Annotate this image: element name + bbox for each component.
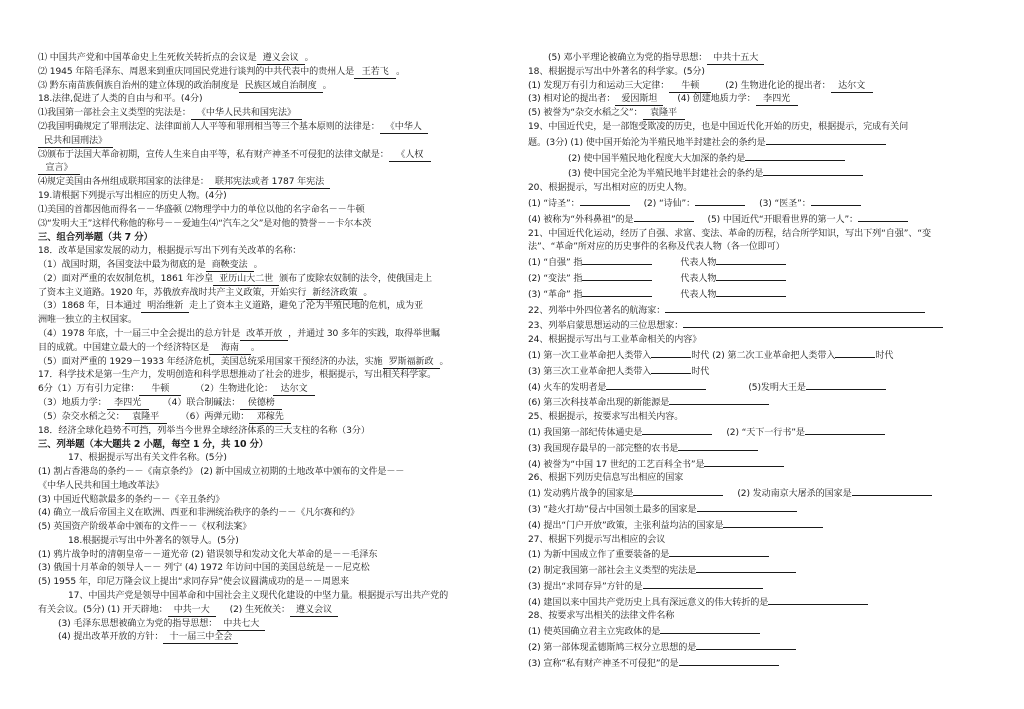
question-heading: 18、根据提示写出中外著名的科学家。(5分) <box>528 66 705 77</box>
right-line-4 <box>528 93 998 107</box>
answer: 袁隆平 <box>643 108 685 120</box>
text: （4）1978 年底，十一届三中全会提出的总方针是 <box>38 328 241 339</box>
question-heading: 17、根据提示写出有关文件名称。(5分) <box>68 453 227 464</box>
text: (2) “天下一行书”是 <box>726 427 805 438</box>
left-line-26 <box>38 397 510 411</box>
left-line-42 <box>38 618 510 632</box>
answer-blank[interactable] <box>582 271 652 281</box>
answer: 达尔文 <box>273 384 315 396</box>
text: ⑴ 中国共产党和中国革命史上生死攸关转折点的会议是 <box>38 53 257 63</box>
text: 。 <box>439 356 449 367</box>
text: (5) 中国近代“开眼看世界的第一人”： <box>707 214 859 225</box>
text: (1) “诗圣”： <box>528 198 580 209</box>
answer: 中共十五大 <box>707 53 764 65</box>
answer-blank[interactable] <box>745 151 845 161</box>
text: (3) 使中国完全沦为半殖民地半封建社会的条约是 <box>568 169 764 180</box>
left-line-10 <box>38 176 510 190</box>
text: (2) “诗仙”： <box>643 198 696 209</box>
answer-blank[interactable] <box>723 518 823 528</box>
right-line-1 <box>528 52 998 66</box>
text: 23、列举启蒙思想运动的三位思想家： <box>528 321 684 332</box>
text: 22、列举中外四位著名的航海家： <box>528 305 666 316</box>
question-heading: 18.法律,促进了人类的自由与和平。(4分) <box>38 94 203 105</box>
question-heading: 19、中国近代史，是一部饱受欺凌的历史，也是中国近代化开始的历史，根据提示，完成有关问 <box>528 121 909 132</box>
left-line-13: ⑶“发明大王”这样代称他的称号－－爱迪生⑷“汽车之父”是对他的赞誉－－卡尔本茨 <box>38 218 372 229</box>
answer-blank[interactable] <box>669 395 769 405</box>
text: (1) 我国第一部纪传体通史是 <box>528 427 643 438</box>
answer: 中共七大 <box>217 619 265 631</box>
text: (2) 生物进化论的提出者： <box>725 80 831 91</box>
text: (5) 邓小平理论被确立为党的指导思想： <box>548 53 708 63</box>
question-heading: 17、中国共产党是领导中国革命和中国社会主义现代化建设的中坚力量。根据提示写出共产党的 <box>68 591 449 602</box>
text: (1) 发现万有引力和运动三大定律： <box>528 80 670 91</box>
answer: 爱因斯坦 <box>615 94 663 106</box>
text: （3）地质力学： <box>38 397 107 408</box>
text: (4) 提出改革开放的方针： <box>58 632 164 643</box>
text: (1) “自强” 指 <box>528 258 583 269</box>
left-line-12: ⑴美国的首都因他而得名－－华盛顿 ⑵物理学中力的单位以他的名字命名－－牛顿 <box>38 204 365 215</box>
text: ⑴我国第一部社会主义类型的宪法是： <box>38 108 191 119</box>
text: ，并通过 30 多年的实践，取得举世瞩 <box>288 328 440 339</box>
text: (5)发明大王是 <box>748 382 806 393</box>
answer: 罗斯福新政 <box>383 357 440 369</box>
left-line-6 <box>38 121 510 135</box>
right-line-16 <box>528 271 998 287</box>
answer-blank[interactable] <box>665 303 925 313</box>
answer-blank[interactable] <box>606 380 706 390</box>
answer: 侯德榜 <box>240 398 282 410</box>
text: 颁布了废除农奴制的法令，使俄国走上 <box>279 273 432 284</box>
answer-blank[interactable] <box>716 287 786 297</box>
left-line-1 <box>38 52 510 66</box>
text: (4) 建国以来中国共产党历史上具有深远意义的伟大转折的是 <box>528 597 769 608</box>
right-line-37 <box>528 595 998 611</box>
left-line-16 <box>38 259 510 273</box>
answer-blank[interactable] <box>643 579 763 589</box>
answer-blank[interactable] <box>582 255 652 265</box>
answer: 《中华人民共和国宪法》 <box>191 108 302 120</box>
left-line-18 <box>38 287 510 301</box>
left-line-21 <box>38 328 510 342</box>
answer: 邓稼先 <box>249 412 291 424</box>
right-line-39 <box>528 624 998 640</box>
text: 6分（1）万有引力定律： <box>38 384 140 395</box>
question-heading: 20、根据提示，写出相对应的历史人物。 <box>528 183 693 194</box>
question-heading <box>528 303 998 319</box>
text: (4) 创建地质力学： <box>677 94 756 105</box>
text: (2) 发动南京大屠杀的国家是 <box>737 489 852 500</box>
answer-blank[interactable] <box>763 166 863 176</box>
text: (1) 第一次工业革命把人类带入 <box>528 350 652 361</box>
text: 。 <box>304 53 314 63</box>
right-line-5 <box>528 107 998 121</box>
left-line-39: (5) 1955 年，印尼万隆会议上提出“求同存异”使会议圆满成功的是－－周恩来 <box>38 577 349 588</box>
left-line-43 <box>38 631 510 645</box>
text: 。 <box>322 80 332 91</box>
question-heading: 24、根据提示写出与工业革命相关的内容》 <box>528 335 702 346</box>
text: (5) 被誉为“杂交水稻之父”： <box>528 108 643 119</box>
text: 时代 (2) 第二次工业革命把人类带入 <box>691 350 836 361</box>
right-line-11 <box>528 196 998 212</box>
answer-blank[interactable] <box>806 380 886 390</box>
left-line-2 <box>38 66 510 80</box>
text: (3) 毛泽东思想被确立为党的指导思想： <box>58 618 218 629</box>
text: 走上了资本主义道路，避免了沦为半殖民地的危机，成为亚 <box>189 301 423 312</box>
answer: 海南 <box>209 343 251 355</box>
left-line-23 <box>38 356 510 370</box>
answer-blank[interactable] <box>805 425 885 435</box>
text: (3) 宣称“私有财产神圣不可侵犯”的是 <box>528 658 679 669</box>
answer-blank[interactable] <box>683 318 943 328</box>
text: 。 <box>363 287 373 298</box>
answer-blank[interactable] <box>716 271 786 281</box>
text: 有关会议。(5分) (1) 开天辟地： <box>38 604 168 615</box>
right-line-34 <box>528 547 998 563</box>
answer-blank[interactable] <box>835 348 875 358</box>
left-line-32: 《中华人民共和国土地改革法》 <box>38 480 164 491</box>
left-column <box>38 52 510 645</box>
answer-blank[interactable] <box>660 624 760 634</box>
answer-blank[interactable] <box>582 287 652 297</box>
left-line-17 <box>38 273 510 287</box>
answer: 《人权 <box>389 150 431 162</box>
text: 题。(3分) (1) 使中国开始沦为半殖民地半封建社会的条约是 <box>528 137 766 148</box>
right-line-31 <box>528 502 998 518</box>
answer-blank[interactable] <box>651 348 691 358</box>
text: 。 <box>250 342 260 353</box>
answer: 牛顿 <box>669 81 711 93</box>
text: (2) 制定我国第一部社会主义类型的宪法是 <box>528 566 697 577</box>
question-heading: 17．科学技术是第一生产力，发明创造和科学思想推动了社会的进步，根据提示，写出相关科学家。 <box>38 370 437 381</box>
answer-blank[interactable] <box>716 255 786 265</box>
text: (2) 生死攸关： <box>229 604 291 615</box>
answer: 宣言》 <box>38 163 80 175</box>
answer: 明治维新 <box>141 301 189 313</box>
left-line-35: (5) 英国资产阶级革命中颁布的文件－－《权利法案》 <box>38 522 252 533</box>
text: 代表人物 <box>680 289 717 300</box>
answer: 民族区域自治制度 <box>239 81 323 93</box>
answer: 遵义会议 <box>290 605 338 617</box>
right-line-36 <box>528 579 998 595</box>
text: （3）1868 年，日本通过 <box>38 301 142 312</box>
section-heading: 三、列举题（本大题共 2 小题，每空 1 分，共 10 分） <box>38 439 269 451</box>
text: (1) 为新中国成立作了重要装备的是 <box>528 550 670 561</box>
text: (4) 火车的发明者是 <box>528 382 607 393</box>
left-line-27 <box>38 411 510 425</box>
text: 代表人物 <box>680 273 717 284</box>
answer: 李四光 <box>107 398 149 410</box>
text: ⑵我国明确规定了罪刑法定、法律面前人人平等和罪刑相当等三个基本原则的法律是： <box>38 121 380 132</box>
answer-blank[interactable] <box>704 457 784 467</box>
left-line-33: (3) 中国近代赔款最多的条约－－《辛丑条约》 <box>38 494 225 505</box>
answer-blank[interactable] <box>766 135 886 145</box>
right-line-28 <box>528 457 998 473</box>
text: ⑶ 黔东南苗族侗族自治州的建立体现的政治制度是 <box>38 80 239 91</box>
text: (2) 使中国半殖民地化程度大大加深的条约是 <box>568 153 746 164</box>
text: (3) 提出“求同存异”方针的是 <box>528 581 643 592</box>
left-line-9 <box>38 162 510 176</box>
left-line-8 <box>38 149 510 163</box>
answer-blank[interactable] <box>696 640 796 650</box>
text: (1) 使英国确立君主立宪政体的是 <box>528 627 661 638</box>
text: (3) “医圣”： <box>759 198 811 209</box>
left-line-34: (4) 确立一战后帝国主义在欧洲、西亚和非洲统治秩序的条约－－《凡尔赛和约》 <box>38 508 360 519</box>
right-line-14: 法”、“革命”所对应的历史事件的名称及代表人物（各一位即可） <box>528 242 785 253</box>
left-line-5 <box>38 107 510 121</box>
answer-blank[interactable] <box>678 441 758 451</box>
answer-blank[interactable] <box>633 486 723 496</box>
right-line-8 <box>528 151 998 167</box>
text: （1）战国时期，各国变法中最为彻底的是 <box>38 259 206 270</box>
right-line-40 <box>528 640 998 656</box>
answer: 《中华人 <box>380 122 428 134</box>
right-line-35 <box>528 563 998 579</box>
text: (2) 第一部体现孟德斯鸠三权分立思想的是 <box>528 643 697 654</box>
left-line-22 <box>38 342 510 356</box>
right-line-23 <box>528 380 998 396</box>
text: （4）联合制碱法： <box>162 397 241 408</box>
left-line-3 <box>38 80 510 94</box>
section-heading: 三、组合列举题（共 7 分） <box>38 232 153 244</box>
left-line-38: (3) 俄国十月革命的领导人－－ 列宁 (4) 1972 年访问中国的美国总统是－－尼克松 <box>38 563 370 574</box>
answer: 亚历山大二世 <box>213 274 279 286</box>
text: （6）两弹元勋： <box>180 411 250 422</box>
answer: 中共一大 <box>168 605 216 617</box>
right-line-24 <box>528 395 998 411</box>
answer-blank[interactable] <box>858 212 908 222</box>
answer: 新经济政策 <box>306 288 363 300</box>
right-line-30 <box>528 486 998 502</box>
text: （2）面对严重的农奴制危机，1861 年沙皇 <box>38 273 214 284</box>
text: 代表人物 <box>680 258 717 269</box>
text: (3) “革命” 指 <box>528 289 583 300</box>
answer: 遵义会议 <box>257 53 305 65</box>
answer: 商鞅变法 <box>206 260 254 272</box>
answer: 牛顿 <box>139 384 181 396</box>
right-line-21 <box>528 348 998 364</box>
left-line-41 <box>38 604 510 618</box>
right-line-12 <box>528 212 998 228</box>
text: 目的成就。中国建立最大的一个经济特区是 <box>38 342 209 353</box>
right-line-27 <box>528 441 998 457</box>
text: (3) 我国现存最早的一部完整的农书是 <box>528 443 679 454</box>
answer-blank[interactable] <box>768 595 868 605</box>
text: 时代 <box>691 366 710 377</box>
text: ⑷规定美国由各州组成联邦国家的法律是： <box>38 177 209 188</box>
left-line-7 <box>38 135 510 149</box>
text: (4) 被誉为“中国 17 世纪的工艺百科全书”是 <box>528 459 705 470</box>
text: (4) 提出“门户开放”政策，主张利益均沾的国家是 <box>528 520 724 531</box>
answer-blank[interactable] <box>697 502 797 512</box>
text: （2）生物进化论： <box>195 384 273 395</box>
text: 了资本主义道路。1920 年，苏俄放弃战时共产主义政策，开始实行 <box>38 287 307 298</box>
answer-blank[interactable] <box>580 196 630 206</box>
question-heading: 26、根据下列历史信息写出相应的国家 <box>528 473 684 484</box>
question-heading: 18．经济全球化趋势不可挡，列举当今世界全球经济体系的三大支柱的名称（3分） <box>38 425 370 436</box>
answer: 李四光 <box>756 94 798 106</box>
text: ⑶颁布于法国大革命初期，宣传人生来自由平等，私有财产神圣不可侵犯的法律文献是： <box>38 149 389 160</box>
left-line-20: 洲唯一独立的主权国家。 <box>38 315 137 326</box>
text: (3) 相对论的提出者： <box>528 94 616 105</box>
text: (3) “趁火打劫”侵占中国领土最多的国家是 <box>528 504 697 515</box>
answer-blank[interactable] <box>696 563 796 573</box>
left-line-37: (1) 鸦片战争时的清朝皇帝－－道光帝 (2) 错误领导和发动文化大革命的是－－毛泽东 <box>38 549 378 560</box>
answer-blank[interactable] <box>642 425 712 435</box>
right-column <box>528 52 998 672</box>
question-heading: 28、按要求写出相关的法律文件名称 <box>528 611 675 622</box>
left-line-31: (1) 割占香港岛的条约－－《南京条约》 (2) 新中国成立初期的土地改革中颁布的文件是－－ <box>38 466 405 477</box>
answer: 十一届三中全会 <box>163 632 238 644</box>
answer-blank[interactable] <box>852 486 932 496</box>
answer-blank[interactable] <box>634 212 694 222</box>
question-heading: 18．改革是国家发展的动力，根据提示写出下列有关改革的名称： <box>38 246 302 257</box>
answer: 达尔文 <box>831 81 873 93</box>
answer-blank[interactable] <box>669 547 769 557</box>
right-line-26 <box>528 425 998 441</box>
answer: 王若飞 <box>354 67 396 79</box>
right-line-32 <box>528 518 998 534</box>
answer-blank[interactable] <box>679 656 779 666</box>
answer: 民共和国刑法》 <box>38 136 113 148</box>
right-line-17 <box>528 287 998 303</box>
text: (3) 第三次工业革命把人类带入 <box>528 366 652 377</box>
left-line-25 <box>38 383 510 397</box>
question-heading: 21、中国近代化运动，经历了自强、求富、变法、革命的历程，结合所学知识，写出下列“自强”、“变 <box>528 228 931 239</box>
text: (4) 被称为“外科鼻祖”的是 <box>528 214 634 225</box>
question-heading: 18.根据提示写出中外著名的领导人。(5分) <box>68 535 239 546</box>
answer: 改革开放 <box>240 329 288 341</box>
right-line-7 <box>528 135 998 151</box>
right-line-41 <box>528 656 998 672</box>
answer-blank[interactable] <box>811 196 861 206</box>
right-line-22 <box>528 364 998 380</box>
text: (1) 发动鸦片战争的国家是 <box>528 489 634 500</box>
right-line-3 <box>528 80 998 94</box>
answer: 联邦宪法或者 1787 年宪法 <box>209 177 330 189</box>
answer-blank[interactable] <box>695 196 745 206</box>
answer: 袁隆平 <box>125 412 167 424</box>
question-heading <box>528 318 998 334</box>
text: 时代 <box>875 350 894 361</box>
question-heading: 19.请根据下列提示写出相应的历史人物。(4分) <box>38 190 227 201</box>
right-line-15 <box>528 255 998 271</box>
question-heading: 27、根据下列提示写出相应的会议 <box>528 534 666 545</box>
text: (6) 第三次科技革命出现的新能源是 <box>528 398 670 409</box>
text: （5）面对严重的 1929－1933 年经济危机，美国总统采用国家干预经济的办法，实施 <box>38 356 383 367</box>
right-line-9 <box>528 166 998 182</box>
left-line-19 <box>38 300 510 314</box>
text: (2) “变法” 指 <box>528 273 583 284</box>
text: ⑵ 1945 年陪毛泽东、周恩来到重庆同国民党进行谈判的中共代表中的贵州人是 <box>38 66 355 77</box>
text: （5）杂交水稻之父： <box>38 411 125 422</box>
text: 。 <box>253 259 263 270</box>
answer-blank[interactable] <box>651 364 691 374</box>
question-heading: 25、根据提示，按要求写出相关内容。 <box>528 412 684 423</box>
text: 。 <box>396 66 406 77</box>
